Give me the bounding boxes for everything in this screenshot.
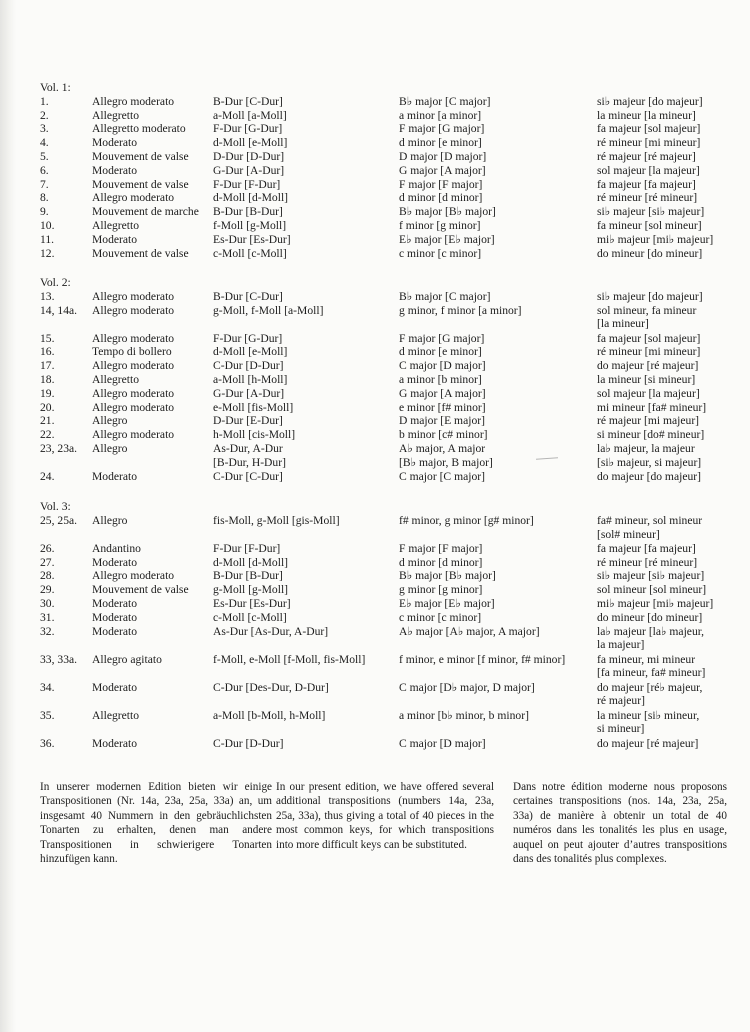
- piece-number: 34.: [40, 680, 55, 694]
- piece-number: 2.: [40, 108, 49, 122]
- key-english: E♭ major [E♭ major]: [399, 597, 495, 610]
- piece-number: 4.: [40, 136, 49, 150]
- note-french: Dans notre édition moderne nous proposons certaines transpositions (nos. 14a, 23a, 25a, 33a) de manière à obtenir un total de 40 numéros dans les tonalités les plus en usage, auquel on peut ajouter d’autres transpositions dans des tonalités plus complexes.: [513, 781, 727, 866]
- piece-number: 5.: [40, 150, 49, 163]
- key-french: sol majeur [la majeur]: [597, 163, 700, 177]
- key-english: f minor, e minor [f minor, f# minor]: [399, 652, 566, 666]
- tempo-marking: Allegro moderato: [92, 191, 175, 205]
- key-german: Es-Dur [Es-Dur]: [213, 597, 291, 610]
- key-french: sol mineur [sol mineur]: [597, 583, 707, 597]
- key-french: si♭ majeur [do majeur]: [597, 289, 703, 303]
- key-german: g-Moll [g-Moll]: [213, 583, 289, 597]
- tempo-marking: Allegro moderato: [92, 428, 175, 442]
- key-french: do mineur [do mineur]: [597, 610, 703, 624]
- key-french: mi♭ majeur [mi♭ majeur]: [597, 232, 714, 246]
- key-german: [B-Dur, H-Dur]: [213, 455, 286, 469]
- key-french: do majeur [ré majeur]: [597, 736, 699, 750]
- key-french: fa mineur [sol mineur]: [597, 219, 702, 232]
- key-french: la majeur]: [597, 638, 645, 652]
- key-english: d minor [d minor]: [399, 191, 483, 205]
- key-english: b minor [c# minor]: [399, 428, 488, 442]
- piece-number: 24.: [40, 470, 55, 483]
- key-english: B♭ major [B♭ major]: [399, 569, 496, 583]
- key-french: la mineur [si mineur]: [597, 373, 696, 386]
- key-english: B♭ major [C major]: [399, 289, 491, 303]
- key-french: fa mineur, mi mineur: [597, 652, 696, 666]
- key-english: f minor [g minor]: [399, 219, 481, 232]
- piece-number: 3.: [40, 122, 49, 136]
- key-french: [si♭ majeur, si majeur]: [597, 455, 702, 469]
- tempo-marking: Moderato: [92, 555, 138, 569]
- tempo-marking: Moderato: [92, 232, 138, 246]
- key-german: h-Moll [cis-Moll]: [213, 428, 296, 442]
- key-german: G-Dur [A-Dur]: [213, 386, 285, 400]
- piece-number: 15.: [40, 331, 55, 345]
- key-english: c minor [c minor]: [399, 246, 482, 260]
- key-german: D-Dur [E-Dur]: [213, 414, 283, 428]
- key-english: G major [A major]: [399, 386, 486, 400]
- key-french: fa# mineur, sol mineur: [597, 513, 703, 527]
- key-german: f-Moll, e-Moll [f-Moll, fis-Moll]: [213, 652, 366, 666]
- tempo-marking: Moderato: [92, 136, 138, 150]
- key-english: c minor [c minor]: [399, 610, 482, 624]
- key-english: d minor [e minor]: [399, 345, 482, 359]
- tempo-marking: Mouvement de valse: [92, 177, 189, 191]
- key-english: C major [D major]: [399, 359, 486, 373]
- key-french: ré mineur [ré mineur]: [597, 191, 698, 205]
- key-french: ré majeur]: [597, 694, 645, 708]
- piece-number: 18.: [40, 373, 55, 386]
- key-english: f# minor, g minor [g# minor]: [399, 513, 534, 527]
- key-english: G major [A major]: [399, 163, 486, 177]
- piece-number: 6.: [40, 163, 49, 177]
- key-english: C major [D♭ major, D major]: [399, 680, 535, 694]
- key-french: [sol# mineur]: [597, 527, 660, 541]
- tempo-marking: Allegro moderato: [92, 400, 175, 414]
- tempo-marking: Allegro moderato: [92, 303, 175, 317]
- key-german: C-Dur [D-Dur]: [213, 359, 284, 373]
- key-english: a minor [b minor]: [399, 373, 482, 386]
- piece-number: 29.: [40, 583, 55, 597]
- key-german: d-Moll [e-Moll]: [213, 136, 288, 150]
- key-english: E♭ major [E♭ major]: [399, 232, 495, 246]
- key-english: g minor, f minor [a minor]: [399, 303, 522, 317]
- tempo-marking: Moderato: [92, 736, 138, 750]
- key-french: do majeur [ré majeur]: [597, 359, 699, 373]
- tempo-marking: Moderato: [92, 163, 138, 177]
- tempo-marking: Allegro moderato: [92, 386, 175, 400]
- tempo-marking: Allegretto: [92, 219, 140, 232]
- key-german: C-Dur [Des-Dur, D-Dur]: [213, 680, 329, 694]
- key-french: ré mineur [mi mineur]: [597, 345, 701, 359]
- piece-number: 28.: [40, 569, 55, 583]
- key-german: As-Dur, A-Dur: [213, 442, 283, 455]
- tempo-marking: Allegro moderato: [92, 289, 175, 303]
- tempo-marking: Allegretto: [92, 708, 140, 722]
- tempo-marking: Allegro: [92, 414, 128, 428]
- tempo-marking: Allegro moderato: [92, 94, 175, 108]
- tempo-marking: Mouvement de valse: [92, 150, 189, 163]
- key-german: c-Moll [c-Moll]: [213, 610, 287, 624]
- key-english: C major [D major]: [399, 736, 486, 750]
- piece-number: 23, 23a.: [40, 442, 78, 455]
- key-english: d minor [d minor]: [399, 555, 483, 569]
- key-french: [la mineur]: [597, 317, 649, 331]
- piece-number: 33, 33a.: [40, 652, 78, 666]
- key-german: d-Moll [d-Moll]: [213, 191, 289, 205]
- key-english: B♭ major [C major]: [399, 94, 491, 108]
- piece-number: 13.: [40, 289, 55, 303]
- tempo-marking: Moderato: [92, 470, 138, 483]
- tempo-marking: Allegro moderato: [92, 359, 175, 373]
- key-german: a-Moll [a-Moll]: [213, 108, 287, 122]
- key-french: fa majeur [sol majeur]: [597, 331, 701, 345]
- note-english: In our present edition, we have offered several additional transpositions (numbers 14a, 23a, 25a, 33a), thus giving a total of 40 pieces in the most common keys, for which transpositions into more difficult keys can be substituted.: [276, 781, 494, 851]
- key-german: B-Dur [B-Dur]: [213, 205, 283, 219]
- key-german: B-Dur [C-Dur]: [213, 94, 283, 108]
- key-german: B-Dur [B-Dur]: [213, 569, 283, 583]
- key-english: a minor [b♭ minor, b minor]: [399, 708, 529, 722]
- key-german: F-Dur [G-Dur]: [213, 331, 283, 345]
- note-german: In unserer modernen Edition bieten wir einige Transpositionen (Nr. 14a, 23a, 25a, 33a) an, um insgesamt 40 Nummern in den gebräuchlichsten Tonarten zu erhalten, denen man andere Transpositionen in schwierigere Tonarten hinzufügen kann.: [40, 781, 272, 866]
- piece-number: 22.: [40, 428, 55, 442]
- piece-number: 30.: [40, 597, 55, 610]
- piece-number: 35.: [40, 708, 55, 722]
- piece-number: 1.: [40, 94, 49, 108]
- piece-number: 20.: [40, 400, 55, 414]
- key-french: fa majeur [sol majeur]: [597, 122, 701, 136]
- key-german: fis-Moll, g-Moll [gis-Moll]: [213, 513, 340, 527]
- tempo-marking: Moderato: [92, 610, 138, 624]
- piece-number: 19.: [40, 386, 55, 400]
- piece-number: 25, 25a.: [40, 513, 78, 527]
- key-french: la♭ majeur [la♭ majeur,: [597, 624, 705, 638]
- key-german: B-Dur [C-Dur]: [213, 289, 283, 303]
- piece-number: 32.: [40, 624, 55, 638]
- key-french: si♭ majeur [si♭ majeur]: [597, 205, 705, 219]
- tempo-marking: Allegro moderato: [92, 569, 175, 583]
- key-english: F major [G major]: [399, 331, 485, 345]
- key-german: a-Moll [h-Moll]: [213, 373, 288, 386]
- tempo-marking: Allegretto: [92, 373, 140, 386]
- key-french: ré mineur [mi mineur]: [597, 136, 701, 150]
- key-french: fa majeur [fa majeur]: [597, 177, 696, 191]
- key-french: ré mineur [ré mineur]: [597, 555, 698, 569]
- tempo-marking: Moderato: [92, 597, 138, 610]
- piece-number: 16.: [40, 345, 55, 359]
- key-german: e-Moll [fis-Moll]: [213, 400, 294, 414]
- piece-number: 17.: [40, 359, 55, 373]
- key-german: D-Dur [D-Dur]: [213, 150, 285, 163]
- key-french: do majeur [do majeur]: [597, 470, 701, 483]
- tempo-marking: Andantino: [92, 541, 141, 555]
- key-english: A♭ major [A♭ major, A major]: [399, 624, 540, 638]
- key-french: la♭ majeur, la majeur: [597, 442, 695, 455]
- tempo-marking: Allegro moderato: [92, 331, 175, 345]
- key-english: D major [D major]: [399, 150, 487, 163]
- key-german: F-Dur [F-Dur]: [213, 177, 281, 191]
- key-german: Es-Dur [Es-Dur]: [213, 232, 291, 246]
- key-french: fa majeur [fa majeur]: [597, 541, 696, 555]
- piece-number: 21.: [40, 414, 55, 428]
- tempo-marking: Allegro: [92, 442, 128, 455]
- key-french: si♭ majeur [do majeur]: [597, 94, 703, 108]
- key-french: la mineur [si♭ mineur,: [597, 708, 700, 722]
- tempo-marking: Allegro: [92, 513, 128, 527]
- key-english: B♭ major [B♭ major]: [399, 205, 496, 219]
- key-french: si mineur [do# mineur]: [597, 428, 705, 442]
- volume-heading: Vol. 2:: [40, 276, 71, 289]
- key-french: do mineur [do mineur]: [597, 246, 703, 260]
- key-french: [fa mineur, fa# mineur]: [597, 666, 706, 680]
- piece-number: 12.: [40, 246, 55, 260]
- key-german: d-Moll [d-Moll]: [213, 555, 289, 569]
- key-english: C major [C major]: [399, 470, 485, 483]
- key-english: g minor [g minor]: [399, 583, 483, 597]
- tempo-marking: Allegro agitato: [92, 652, 162, 666]
- piece-number: 31.: [40, 610, 55, 624]
- key-french: do majeur [ré♭ majeur,: [597, 680, 703, 694]
- key-french: si♭ majeur [si♭ majeur]: [597, 569, 705, 583]
- volume-heading: Vol. 3:: [40, 500, 71, 513]
- tempo-marking: Moderato: [92, 680, 138, 694]
- key-french: mi♭ majeur [mi♭ majeur]: [597, 597, 714, 610]
- piece-number: 26.: [40, 541, 55, 555]
- piece-number: 27.: [40, 555, 55, 569]
- key-english: D major [E major]: [399, 414, 485, 428]
- key-english: e minor [f# minor]: [399, 400, 486, 414]
- key-german: G-Dur [A-Dur]: [213, 163, 285, 177]
- tempo-marking: Mouvement de valse: [92, 583, 189, 597]
- tempo-marking: Allegretto moderato: [92, 122, 186, 136]
- key-english: F major [G major]: [399, 122, 485, 136]
- key-english: d minor [e minor]: [399, 136, 482, 150]
- key-french: mi mineur [fa# mineur]: [597, 400, 707, 414]
- key-french: ré majeur [mi majeur]: [597, 414, 700, 428]
- key-german: c-Moll [c-Moll]: [213, 246, 287, 260]
- key-english: F major [F major]: [399, 177, 483, 191]
- piece-number: 11.: [40, 232, 55, 246]
- key-german: d-Moll [e-Moll]: [213, 345, 288, 359]
- key-german: F-Dur [F-Dur]: [213, 541, 281, 555]
- key-french: ré majeur [ré majeur]: [597, 150, 696, 163]
- key-german: F-Dur [G-Dur]: [213, 122, 283, 136]
- key-french: la mineur [la mineur]: [597, 108, 696, 122]
- key-english: A♭ major, A major: [399, 442, 486, 455]
- volume-heading: Vol. 1:: [40, 81, 71, 94]
- piece-number: 36.: [40, 736, 55, 750]
- piece-number: 14, 14a.: [40, 303, 78, 317]
- key-french: si mineur]: [597, 722, 645, 736]
- tempo-marking: Moderato: [92, 624, 138, 638]
- tempo-marking: Tempo di bollero: [92, 345, 172, 359]
- piece-number: 9.: [40, 205, 49, 219]
- key-german: a-Moll [b-Moll, h-Moll]: [213, 708, 326, 722]
- tempo-marking: Mouvement de valse: [92, 246, 189, 260]
- key-german: C-Dur [D-Dur]: [213, 736, 284, 750]
- key-french: sol mineur, fa mineur: [597, 303, 697, 317]
- key-english: F major [F major]: [399, 541, 483, 555]
- key-german: g-Moll, f-Moll [a-Moll]: [213, 303, 324, 317]
- piece-number: 7.: [40, 177, 49, 191]
- tempo-marking: Allegretto: [92, 108, 140, 122]
- piece-number: 10.: [40, 219, 55, 232]
- key-english: [B♭ major, B major]: [399, 455, 493, 469]
- key-german: f-Moll [g-Moll]: [213, 219, 287, 232]
- key-german: C-Dur [C-Dur]: [213, 470, 283, 483]
- key-english: a minor [a minor]: [399, 108, 482, 122]
- piece-number: 8.: [40, 191, 49, 205]
- key-french: sol majeur [la majeur]: [597, 386, 700, 400]
- key-german: As-Dur [As-Dur, A-Dur]: [213, 624, 329, 638]
- tempo-marking: Mouvement de marche: [92, 205, 199, 219]
